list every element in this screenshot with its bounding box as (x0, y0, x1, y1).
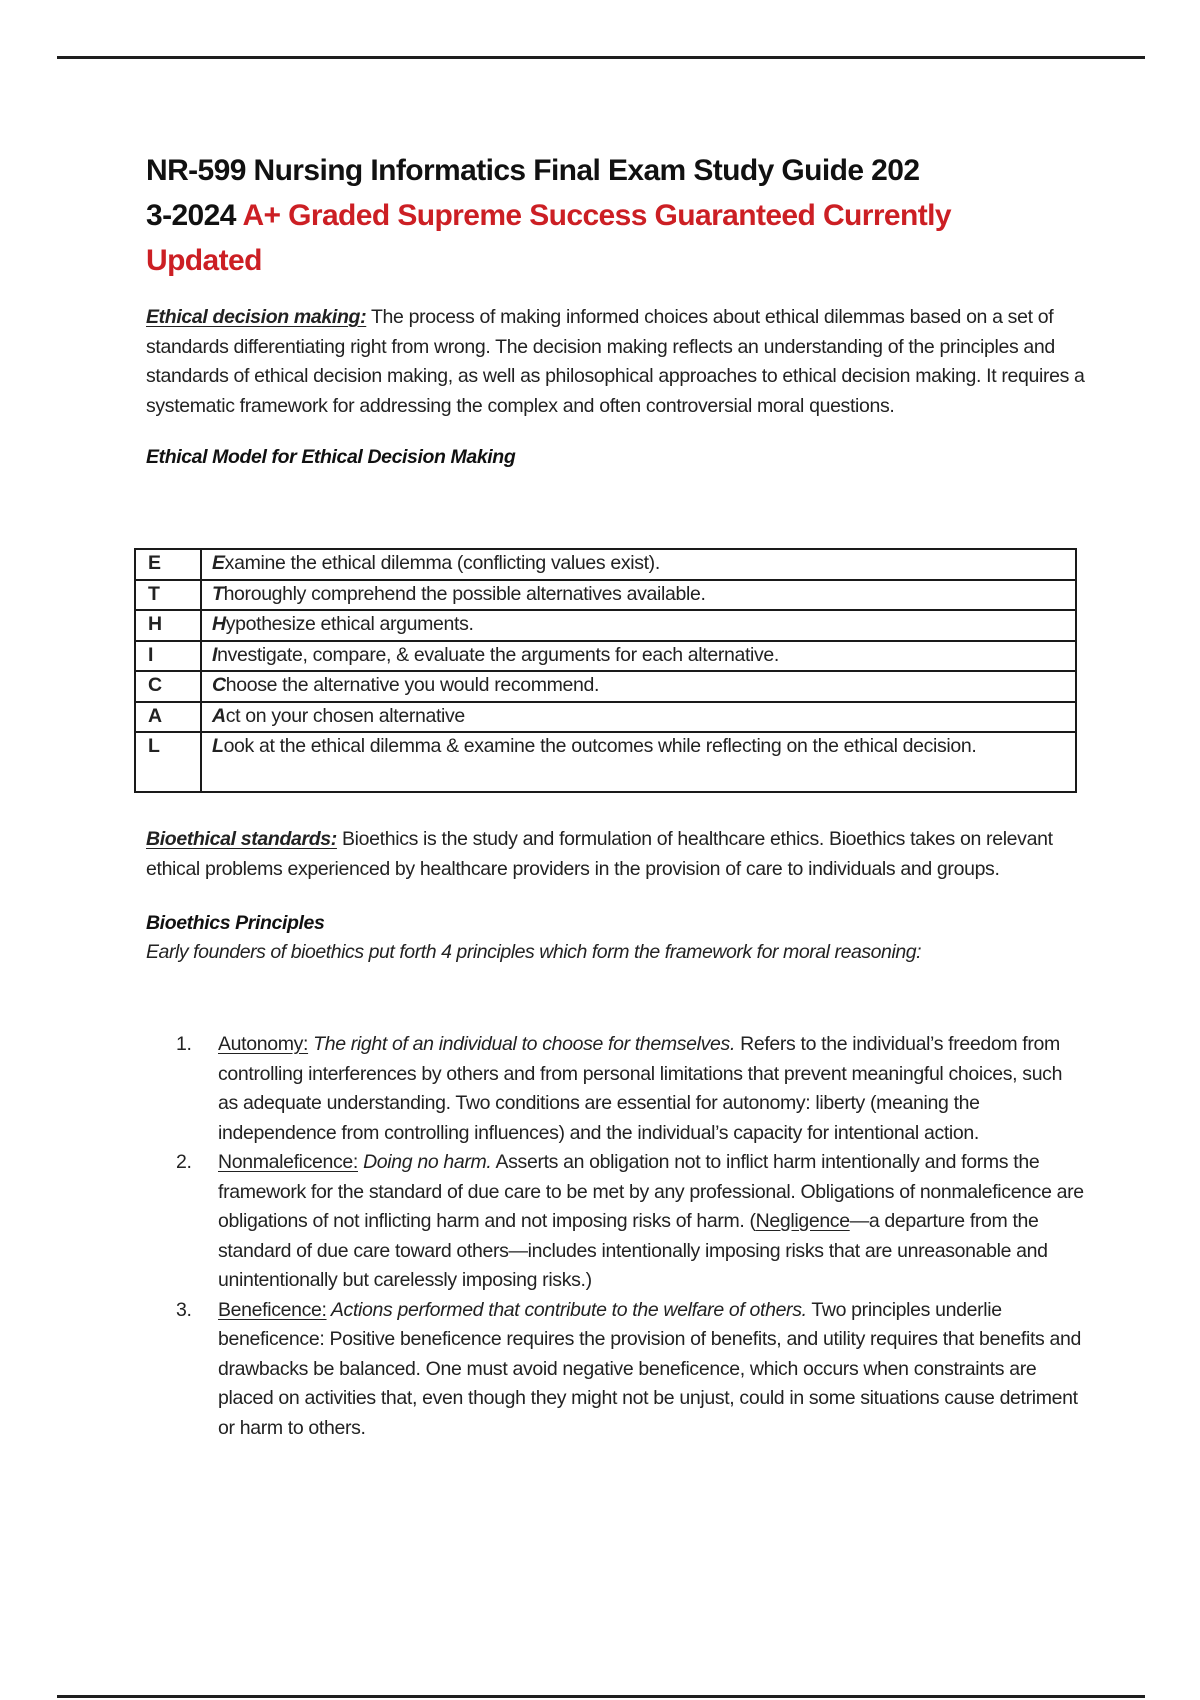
principle-name: Beneficence: (218, 1298, 327, 1321)
title-black-line2: 3-2024 (146, 199, 243, 232)
principle-definition: Actions performed that contribute to the welfare of others. (326, 1298, 807, 1321)
item-number: 3. (176, 1298, 192, 1321)
row-description (201, 671, 1076, 702)
negligence-term: Negligence (755, 1210, 850, 1232)
row-letter: A (135, 702, 201, 733)
row-description (201, 702, 1076, 733)
title-black: NR-599 Nursing Informatics Final Exam Study Guide 202 (146, 154, 920, 187)
row-text: ook at the ethical dilemma & examine the outcomes while reflecting on the ethical decision. (223, 735, 977, 757)
list-item (176, 1148, 1086, 1296)
row-letter: L (135, 732, 201, 792)
row-initial: L (212, 735, 224, 757)
document-body (146, 148, 1086, 472)
table-row (135, 610, 1076, 641)
document-title (146, 148, 1086, 283)
table-row (135, 732, 1076, 792)
row-text: nvestigate, compare, & evaluate the arguments for each alternative. (217, 643, 779, 666)
title-red: A+ Graded Supreme Success Guaranteed Currently (242, 199, 951, 232)
bioethical-standards-paragraph (146, 825, 1086, 884)
row-text: hoose the alternative you would recommend. (225, 674, 600, 696)
table-row (135, 641, 1076, 672)
bioethics-section (146, 825, 1086, 967)
row-letter: T (135, 580, 201, 611)
row-initial: A (212, 704, 226, 727)
row-description (201, 549, 1076, 580)
table-row (135, 580, 1076, 611)
footer-rule (57, 1695, 1145, 1698)
row-description (201, 610, 1076, 641)
bioethics-principles-intro: Early founders of bioethics put forth 4 principles which form the framework for moral reasoning: (146, 941, 922, 963)
row-initial: I (212, 643, 218, 666)
ethical-decision-making-text: The process of making informed choices about ethical dilemmas based on a set of standards differentiating right from wrong. The decision making reflects an understanding of the principles and standards of ethical decision making, as well as philosophical approaches to ethical decision making. It requires a systematic framework for addressing the complex and often controversial moral questions. (146, 306, 1085, 417)
row-initial: C (212, 674, 226, 696)
row-initial: E (212, 552, 225, 574)
bioethical-standards-term: Bioethical standards: (146, 828, 337, 850)
row-description (201, 641, 1076, 672)
table-row (135, 549, 1076, 580)
principle-definition: The right of an individual to choose for themselves. (308, 1033, 736, 1055)
row-text: xamine the ethical dilemma (conflicting values exist). (224, 552, 660, 574)
row-text: horoughly comprehend the possible alternatives available. (223, 582, 706, 605)
row-letter: E (135, 549, 201, 580)
table-row (135, 702, 1076, 733)
ethical-decision-making-term: Ethical decision making: (146, 306, 367, 328)
item-number: 1. (176, 1033, 192, 1055)
row-letter: I (135, 641, 201, 672)
principle-text: Refers to the individual’s freedom from controlling interferences by others and from personal limitations that prevent meaningful choices, such as adequate understanding. Two conditions are essential for autonomy: liberty (meaning the independence from controlling influences) and the individual’s capacity for intentional action. (218, 1033, 1063, 1144)
item-number: 2. (176, 1151, 192, 1173)
bioethics-principles-heading: Bioethics Principles (146, 912, 325, 934)
row-description (201, 580, 1076, 611)
principles-list (176, 1030, 1086, 1443)
row-letter: H (135, 610, 201, 641)
row-letter: C (135, 671, 201, 702)
ethical-model-table (134, 548, 1077, 793)
ethical-model-heading: Ethical Model for Ethical Decision Making (146, 446, 516, 468)
row-initial: H (212, 613, 226, 635)
row-text: ypothesize ethical arguments. (225, 613, 474, 635)
ethical-decision-making-paragraph (146, 303, 1086, 421)
principle-name: Nonmaleficence: (218, 1151, 358, 1173)
table-row (135, 671, 1076, 702)
title-red-line3: Updated (146, 244, 262, 277)
bioethical-standards-text: Bioethics is the study and formulation of healthcare ethics. Bioethics takes on relevant ethical problems experienced by healthcare providers in the provision of care to individuals and groups. (146, 828, 1053, 880)
row-description (201, 732, 1076, 792)
principle-text: Two principles underlie beneficence: Positive beneficence requires the provision of benefits, and utility requires that benefits and drawbacks be balanced. One must avoid negative beneficence, which occurs when constraints are placed on activities that, even though they might not be unjust, could in some situations cause detriment or harm to others. (218, 1298, 1082, 1439)
list-item (176, 1030, 1086, 1148)
principle-text: Asserts an obligation not to inflict harm intentionally and forms the framework for the standard of due care to be met by any professional. Obligations of nonmaleficence are obligations of not inflicting harm and not imposing risks of harm. ( (218, 1151, 1084, 1232)
row-initial: T (212, 582, 224, 605)
row-text: ct on your chosen alternative (225, 704, 465, 727)
principle-text-after: —a departure from the standard of due care toward others—includes intentionally imposing risks that are unreasonable and unintentionally but carelessly imposing risks.) (218, 1210, 1048, 1291)
principle-definition: Doing no harm. (358, 1151, 492, 1173)
list-item (176, 1296, 1086, 1444)
principle-name: Autonomy: (218, 1033, 309, 1055)
header-rule (57, 56, 1145, 59)
